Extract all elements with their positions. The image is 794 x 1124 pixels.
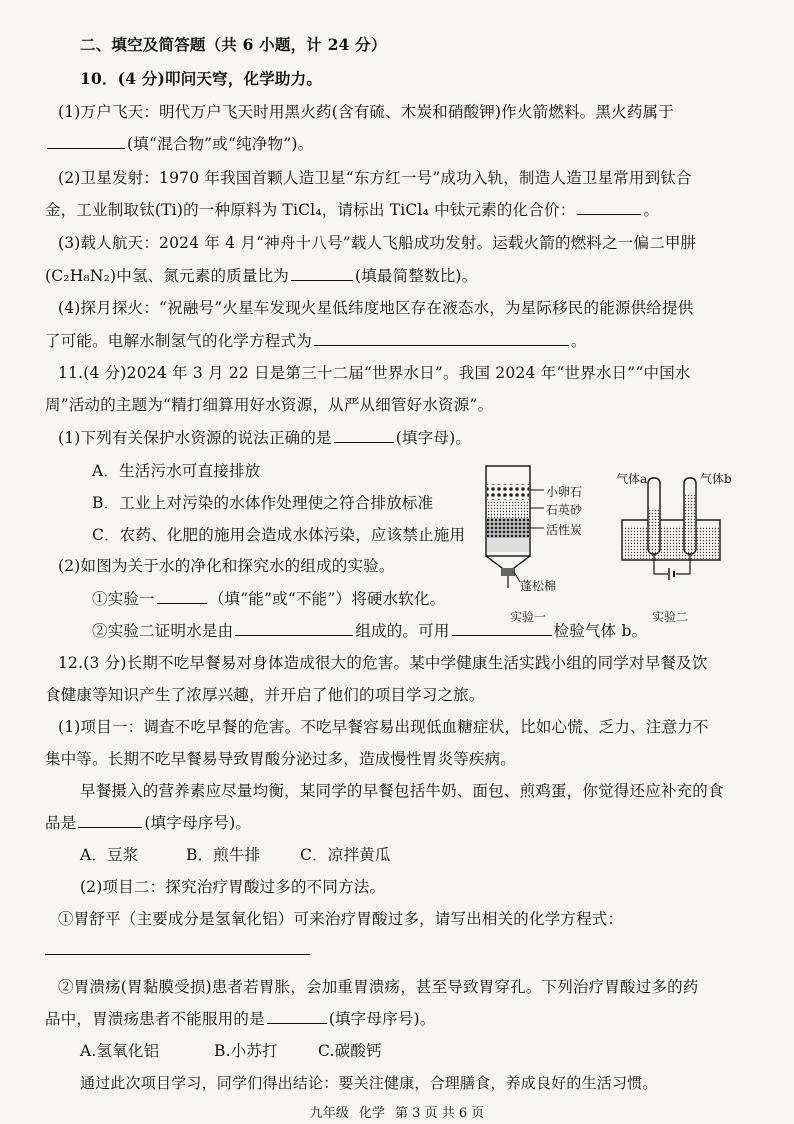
q12-part1-line3: 早餐摄入的营养素应尽量均衡，某同学的早餐包括牛奶、面包、煎鸡蛋，你觉得还应补充的食	[80, 782, 724, 800]
q12-part1-line4: 品是 (填字母序号)。	[45, 814, 252, 832]
q11-sub2: ②实验二证明水是由 组成的。可用 检验气体 b。	[92, 622, 648, 640]
label-gas-b: 气体b	[700, 472, 732, 486]
label-pebbles: 小卵石	[546, 485, 583, 499]
q12-option-c: C．凉拌黄瓜	[300, 846, 391, 864]
q12-option-c2: C.碳酸钙	[318, 1042, 382, 1060]
q12-intro-line1: 12.(3 分)长期不吃早餐易对身体造成很大的危害。某中学健康生活实践小组的同学对早餐及饮	[58, 654, 708, 672]
q12-sub2-line1: ②胃溃疡(胃黏膜受损)患者若胃胀，会加重胃溃疡，甚至导致胃穿孔。下列治疗胃酸过多的药	[58, 978, 699, 996]
label-gas-a: 气体a	[616, 472, 648, 486]
q10-part4-line1: (4)探月探火：“祝融号”火星车发现火星低纬度地区存在液态水，为星际移民的能源供给提供	[58, 299, 694, 317]
q12-part2: (2)项目二：探究治疗胃酸过多的不同方法。	[80, 878, 386, 896]
answer-blank[interactable]	[334, 427, 394, 443]
page-footer	[0, 1102, 794, 1121]
q10-part3-line1: (3)载人航天：2024 年 4 月“神舟十八号”载人飞船成功发射。运载火箭的燃料之一偏二甲肼	[58, 234, 697, 252]
label-activated-carbon: 活性炭	[546, 523, 583, 537]
q12-sub1: ①胃舒平（主要成分是氢氧化铝）可来治疗胃酸过多，请写出相关的化学方程式：	[58, 910, 624, 928]
q10-part3-line2: (C₂H₈N₂)中氢、氮元素的质量比为 (填最简整数比)。	[45, 267, 478, 285]
answer-blank[interactable]	[157, 588, 207, 604]
q12-option-b: B．煎牛排	[186, 846, 261, 864]
fig2-caption: 实验二	[652, 610, 689, 624]
equation-answer-line[interactable]	[45, 954, 310, 955]
label-cotton: 蓬松棉	[520, 579, 557, 593]
answer-blank[interactable]	[267, 1008, 327, 1024]
q11-sub1: ①实验一 （填“能”或“不能”）将硬水软化。	[92, 590, 446, 608]
q12-part1-line2: 集中等。长期不吃早餐易导致胃酸分泌过多，造成慢性胃炎等疾病。	[45, 750, 517, 768]
q10-part2-line2: 金，工业制取钛(Ti)的一种原料为 TiCl₄，请标出 TiCl₄ 中钛元素的化合价： 。	[45, 201, 660, 219]
answer-blank[interactable]	[47, 133, 125, 149]
q11-option-b: B．工业上对污染的水体作处理使之符合排放标准	[92, 494, 434, 512]
electrolysis-apparatus-figure	[612, 470, 730, 590]
q12-sub2-line2: 品中，胃溃疡患者不能服用的是 (填字母序号)。	[45, 1010, 436, 1028]
q11-option-c: C．农药、化肥的施用会造成水体污染，应该禁止施用	[92, 526, 466, 544]
q12-conclusion: 通过此次项目学习，同学们得出结论：要关注健康，合理膳食，养成良好的生活习惯。	[80, 1074, 658, 1092]
electrolysis-diagram	[612, 470, 730, 590]
fig1-caption: 实验一	[510, 610, 547, 624]
q11-part2: (2)如图为关于水的净化和探究水的组成的实验。	[58, 557, 395, 575]
q10-part1-line2: (填“混合物”或“纯净物”)。	[45, 133, 313, 155]
q11-intro-line2: 周”活动的主题为“精打细算用好水资源，从严从细管好水资源”。	[45, 396, 494, 414]
q10-part2-line1: (2)卫星发射：1970 年我国首颗人造卫星“东方红一号”成功入轨，制造人造卫星常用到钛合	[58, 169, 692, 187]
q12-option-a2: A.氢氧化铝	[80, 1042, 160, 1060]
answer-blank[interactable]	[235, 620, 353, 636]
q11-intro-line1: 11.(4 分)2024 年 3 月 22 日是第三十二届“世界水日”。我国 2024 年“世界水日”“中国水	[58, 364, 691, 382]
q12-option-a: A．豆浆	[80, 846, 139, 864]
q12-part1-line1: (1)项目一：调查不吃早餐的危害。不吃早餐容易出现低血糖症状，比如心慌、乏力、注意力不	[58, 718, 709, 736]
answer-blank[interactable]	[314, 330, 569, 346]
q11-part1: (1)下列有关保护水资源的说法正确的是 (填字母)。	[58, 429, 472, 447]
answer-blank[interactable]	[577, 199, 641, 215]
q10-part1-line1: (1)万户飞天：明代万户飞天时用黑火药(含有硫、木炭和硝酸钾)作火箭燃料。黑火药属于	[58, 103, 674, 121]
footer-page-number: 第 3 页 共 6 页	[395, 1106, 485, 1121]
label-quartz-sand: 石英砂	[546, 503, 583, 517]
q12-intro-line2: 食健康等知识产生了浓厚兴趣，并开启了他们的项目学习之旅。	[45, 686, 485, 704]
answer-blank[interactable]	[291, 265, 353, 281]
q12-option-b2: B.小苏打	[214, 1042, 278, 1060]
q11-option-a: A．生活污水可直接排放	[92, 462, 261, 480]
answer-blank[interactable]	[78, 812, 142, 828]
q10-part4-line2: 了可能。电解水制氢气的化学方程式为 。	[45, 332, 587, 350]
q10-intro: 10．(4 分)叩问天穹，化学助力。	[80, 69, 323, 88]
footer-subject: 化学	[358, 1106, 385, 1121]
section-title: 二、填空及简答题（共 6 小题，计 24 分）	[80, 35, 387, 54]
footer-grade: 九年级	[309, 1106, 349, 1121]
